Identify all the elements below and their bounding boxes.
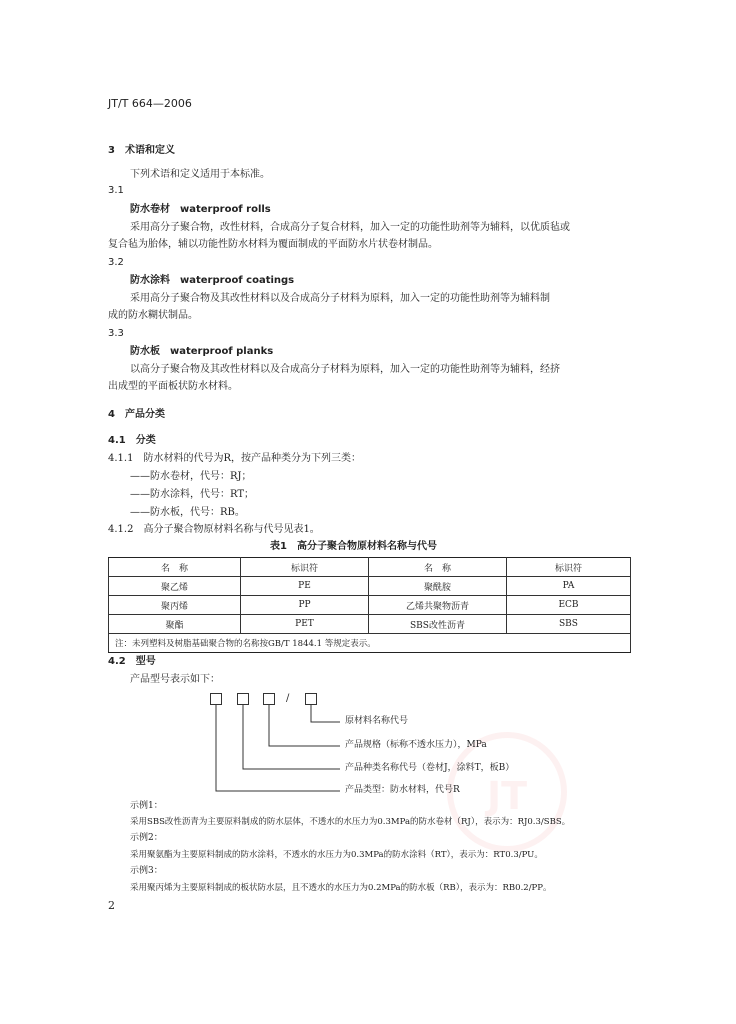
clause-3-3-line-1: 以高分子聚合物及其改性材料以及合成高分子材料为原料，加入一定的功能性助剂等为辅料，经挤	[130, 364, 560, 375]
table-cell: PE	[241, 577, 369, 596]
table-cell: ECB	[507, 596, 631, 615]
example-1-text: 采用SBS改性沥青为主要原料制成的防水层体，不透水的水压力为0.3MPa的防水卷材（RJ），表示为：RJ0.3/SBS。	[130, 817, 571, 827]
model-label-type: 产品类型：防水材料，代号R	[345, 785, 460, 795]
example-2-text: 采用聚氨酯为主要原料制成的防水涂料，不透水的水压力为0.3MPa的防水涂料（RT），表示为：RT0.3/PU。	[130, 850, 543, 860]
example-3-text: 采用聚丙烯为主要原料制成的板状防水层，且不透水的水压力为0.2MPa的防水板（RB），表示为：RB0.2/PP。	[130, 883, 552, 893]
table-cell: 聚酰胺	[369, 577, 507, 596]
clause-3-1-line-1: 采用高分子聚合物，改性材料，合成高分子复合材料，加入一定的功能性助剂等为辅料，以优质毡或	[130, 222, 570, 233]
table-cell: 聚丙烯	[109, 596, 241, 615]
example-2-label: 示例2：	[130, 833, 163, 843]
clause-3-3-term: 防水板 waterproof planks	[130, 346, 274, 357]
clause-3-2-term: 防水涂料 waterproof coatings	[130, 275, 295, 286]
table-cell: SBS	[507, 615, 631, 634]
clause-4-1-2: 4.1.2 高分子聚合物原材料名称与代号见表1。	[108, 524, 320, 535]
clause-3-2-line-1: 采用高分子聚合物及其改性材料以及合成高分子材料为原料，加入一定的功能性助剂等为辅料制	[130, 293, 550, 304]
section-4-title: 4 产品分类	[108, 409, 165, 420]
clause-3-1-line-2: 复合毡为胎体，辅以功能性防水材料为覆面制成的平面防水片状卷材制品。	[108, 239, 438, 250]
watermark-text: JT	[486, 774, 528, 818]
table-cell: PP	[241, 596, 369, 615]
clause-3-3-line-2: 出成型的平面板状防水材料。	[108, 381, 238, 392]
leader-line-material	[311, 705, 340, 722]
clause-3-1-term: 防水卷材 waterproof rolls	[130, 204, 271, 215]
standard-code: JT/T 664—2006	[108, 97, 192, 110]
clause-3-1-number: 3.1	[108, 185, 124, 196]
list-item-rj: ——防水卷材，代号：RJ；	[130, 471, 252, 482]
section-4-2-title: 4.2 型号	[108, 656, 156, 667]
example-1-label: 示例1：	[130, 801, 163, 811]
list-item-rt: ——防水涂料，代号：RT；	[130, 489, 255, 500]
table-header-code-2: 标识符	[507, 558, 631, 577]
table-cell: PET	[241, 615, 369, 634]
leader-line-kind	[243, 705, 340, 769]
clause-4-1-1: 4.1.1 防水材料的代号为R，按产品种类分为下列三类：	[108, 453, 361, 464]
list-item-rb: ——防水板，代号：RB。	[130, 507, 245, 518]
model-label-material: 原材料名称代号	[345, 716, 409, 726]
table-header-code-1: 标识符	[241, 558, 369, 577]
section-4-2-intro: 产品型号表示如下：	[130, 674, 220, 685]
page-number: 2	[108, 899, 115, 912]
section-3-intro: 下列术语和定义适用于本标准。	[130, 169, 270, 180]
clause-3-2-number: 3.2	[108, 257, 124, 268]
table-cell: 聚酯	[109, 615, 241, 634]
section-3-title: 3 术语和定义	[108, 145, 175, 156]
model-slash: /	[286, 693, 290, 704]
section-4-1-title: 4.1 分类	[108, 435, 156, 446]
leader-line-spec	[269, 705, 340, 746]
model-label-kind: 产品种类名称代号（卷材J，涂料T，板B）	[345, 763, 515, 773]
example-3-label: 示例3：	[130, 866, 163, 876]
table-header-name-2: 名 称	[369, 558, 507, 577]
table-cell: 乙烯共聚物沥青	[369, 596, 507, 615]
model-label-spec: 产品规格（标称不透水压力），MPa	[345, 740, 487, 750]
table-cell: PA	[507, 577, 631, 596]
table-header-name-1: 名 称	[109, 558, 241, 577]
clause-3-2-line-2: 成的防水糊状制品。	[108, 310, 198, 321]
table-1-caption: 表1 高分子聚合物原材料名称与代号	[270, 541, 437, 552]
leader-line-type	[216, 705, 340, 791]
table-note: 注：未列塑料及树脂基础聚合物的名称按GB/T 1844.1 等规定表示。	[109, 634, 631, 653]
table-cell: 聚乙烯	[109, 577, 241, 596]
table-cell: SBS改性沥青	[369, 615, 507, 634]
clause-3-3-number: 3.3	[108, 328, 124, 339]
